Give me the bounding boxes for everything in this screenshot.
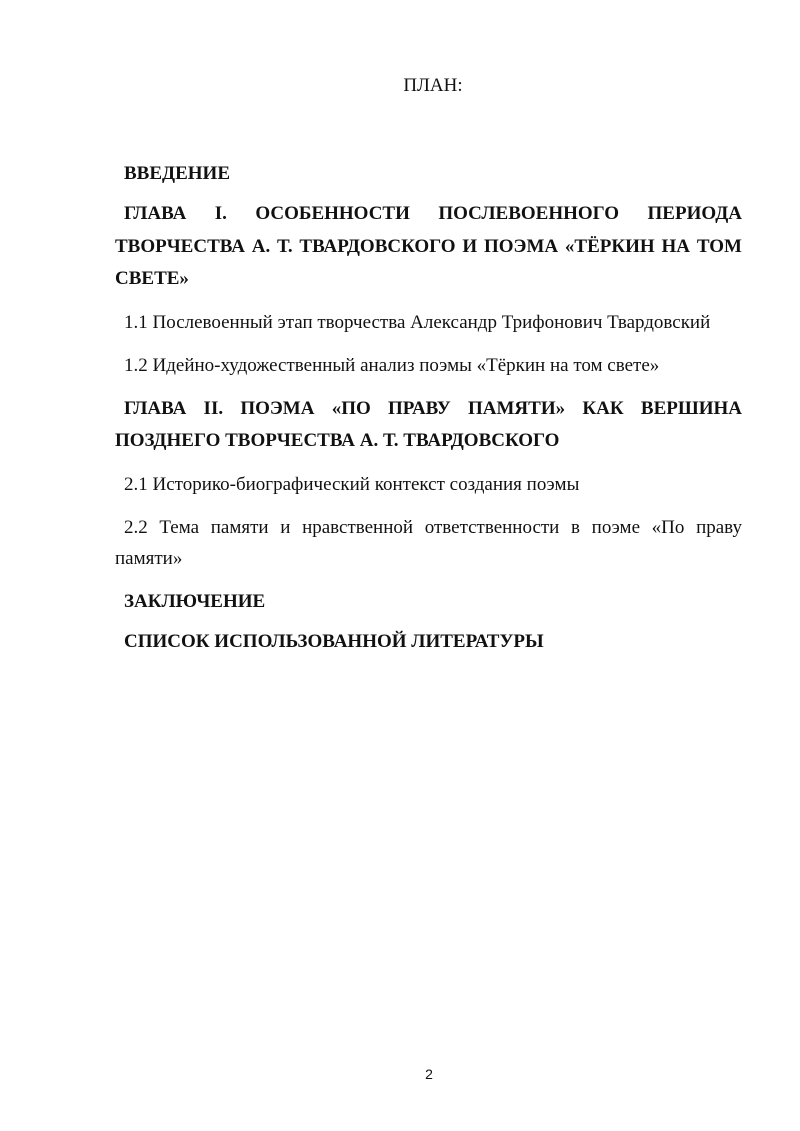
page-title: ПЛАН: <box>403 75 463 96</box>
toc-item-section-2-2: 2.2 Тема памяти и нравственной ответственности в поэме «По праву памяти» <box>115 516 742 569</box>
toc-item-section-1-1: 1.1 Послевоенный этап творчества Александр Трифонович Твардовский <box>124 311 711 333</box>
page-number: 2 <box>425 1066 433 1082</box>
toc-item-section-1-2: 1.2 Идейно-художественный анализ поэмы «Тёркин на том свете» <box>124 354 660 376</box>
toc-item-introduction: ВВЕДЕНИЕ <box>124 163 230 184</box>
toc-item-section-2-1: 2.1 Историко-биографический контекст создания поэмы <box>124 473 580 495</box>
table-of-contents <box>115 158 742 666</box>
toc-item-conclusion: ЗАКЛЮЧЕНИЕ <box>124 590 266 612</box>
toc-item-chapter-2: ГЛАВА II. ПОЭМА «ПО ПРАВУ ПАМЯТИ» КАК ВЕРШИНА ПОЗДНЕГО ТВОРЧЕСТВА А. Т. ТВАРДОВСКОГО <box>115 397 742 451</box>
toc-item-bibliography: СПИСОК ИСПОЛЬЗОВАННОЙ ЛИТЕРАТУРЫ <box>124 630 544 652</box>
toc-item-chapter-1: ГЛАВА I. ОСОБЕННОСТИ ПОСЛЕВОЕННОГО ПЕРИОДА ТВОРЧЕСТВА А. Т. ТВАРДОВСКОГО И ПОЭМА «ТЁРКИН НА ТОМ СВЕТЕ» <box>115 203 742 289</box>
